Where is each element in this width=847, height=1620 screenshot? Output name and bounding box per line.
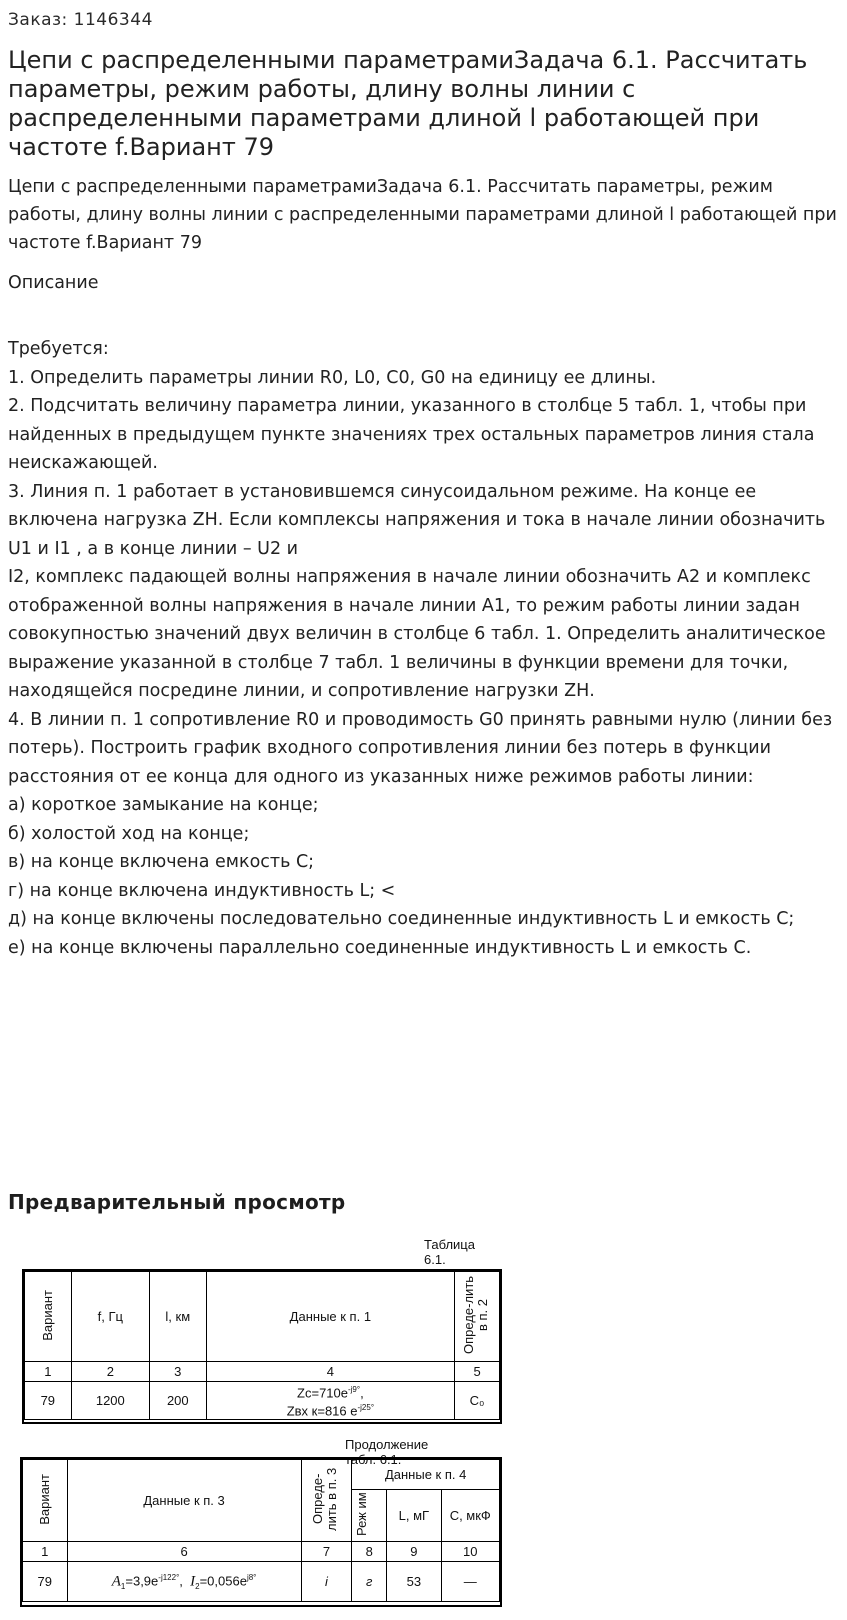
table1-variant: 79 xyxy=(25,1382,72,1420)
table2-colnum: 6 xyxy=(67,1542,301,1562)
body-line: 4. В линии п. 1 сопротивление R0 и проводимость G0 принять равными нулю (линии без потерь). Построить график входного сопротивления линии без потерь в функции расстояния от ее конца для одного из указанных ниже режимов работы линии: xyxy=(8,709,833,787)
table2-L: 53 xyxy=(387,1562,441,1602)
table2-i-exp: j8° xyxy=(246,1572,257,1582)
table2-colnum: 9 xyxy=(387,1542,441,1562)
table2-C: — xyxy=(441,1562,499,1602)
table2-data: $A_1=3,9e^{-j122^\circ}$, $I_2=0,056e^{j8^\circ}$ xyxy=(67,1562,301,1602)
table1-zvx: Zвх к=816 e xyxy=(286,1403,358,1419)
table1-header-variant: Вариант xyxy=(39,1289,55,1341)
table2-mode-value: г xyxy=(366,1574,373,1589)
page-subtitle: Цепи с распределенными параметрамиЗадача 6.1. Рассчитать параметры, режим работы, длину волны линии с распределенными параметрами длиной l работающей при частоте f.Вариант 79 xyxy=(8,177,837,253)
body-line: в) на конце включена емкость С; xyxy=(8,852,315,872)
body-line: Требуется: xyxy=(8,339,109,359)
table1-colnum: 2 xyxy=(71,1362,149,1382)
table1-zc: Zc=710e xyxy=(297,1385,348,1401)
body-line: г) на конце включена индуктивность L; < xyxy=(8,880,396,901)
body-line: 2. Подсчитать величину параметра линии, указанного в столбце 5 табл. 1, чтобы при найденных в предыдущем пункте значениях трех остальных параметров линия стала неискажающей. xyxy=(8,396,815,473)
table2-caption: Продолжение табл. 6.1. xyxy=(345,1437,429,1467)
body-line: а) короткое замыкание на конце; xyxy=(8,795,319,815)
body-line: б) холостой ход на конце; xyxy=(8,823,250,844)
table1-header-determine: Опреде-лить в п. 2 xyxy=(461,1275,491,1355)
table1-colnum: 5 xyxy=(455,1362,500,1382)
table2-colnum: 7 xyxy=(301,1542,352,1562)
table2-determine-value: i xyxy=(325,1574,328,1589)
table2-header-data: Данные к п. 3 xyxy=(67,1460,301,1542)
body-line: е) на конце включены параллельно соединенные индуктивность L и емкость С. xyxy=(8,937,752,958)
table1-l: 200 xyxy=(150,1382,207,1420)
body-line: 3. Линия п. 1 работает в установившемся синусоидальном режиме. На конце ее включена нагрузка ZН. Если комплексы напряжения и тока в начале линии обозначить U1 и I1 , а в конце линии – U2 и xyxy=(8,481,826,559)
table2-i-symbol: I xyxy=(190,1572,196,1589)
table2-header-C: С, мкФ xyxy=(441,1490,499,1542)
table1-colnum: 4 xyxy=(206,1362,455,1382)
table1-header-f: f, Гц xyxy=(71,1272,149,1362)
table2-header-data4: Данные к п. 4 xyxy=(352,1460,500,1490)
description-body xyxy=(8,335,843,962)
body-line: 1. Определить параметры линии R0, L0, C0, G0 на единицу ее длины. xyxy=(8,367,657,388)
table1 xyxy=(24,1271,500,1420)
table1-zvx-exp: -j25° xyxy=(357,1403,375,1413)
table2-header-mode: Реж им xyxy=(354,1492,370,1536)
table2-colnum: 1 xyxy=(23,1542,68,1562)
table1-colnum: 1 xyxy=(25,1362,72,1382)
table1-determine: C₀ xyxy=(455,1382,500,1420)
body-line: д) на конце включены последовательно соединенные индуктивность L и емкость С; xyxy=(8,909,795,929)
table2-header-determine: Опреде-лить в п. 3 xyxy=(310,1467,340,1531)
table2-variant: 79 xyxy=(23,1562,68,1602)
table2 xyxy=(22,1459,500,1602)
body-line: I2, комплекс падающей волны напряжения в начале линии обозначить А2 и комплекс отображенной волны напряжения в начале линии А1, то режим работы линии задан совокупностью значений двух величин в столбце 6 табл. 1. Определить аналитическое выражение указанной в столбце 7 табл. 1 величины в функции времени для точки, находящейся посредине линии, и сопротивление нагрузки ZН. xyxy=(8,567,826,701)
preview-heading: Предварительный просмотр xyxy=(8,1190,346,1214)
table2-a-exp: -j122° xyxy=(158,1572,180,1582)
page-title: Цепи с распределенными параметрамиЗадача 6.1. Рассчитать параметры, режим работы, длину волны линии с распределенными параметрами длиной l работающей при частоте f.Вариант 79 xyxy=(8,46,808,161)
table2-a-val: =3,9e xyxy=(125,1572,159,1588)
table2-header-variant: Вариант xyxy=(36,1473,52,1525)
table1-header-data: Данные к п. 1 xyxy=(206,1272,455,1362)
table1-header-l: l, км xyxy=(150,1272,207,1362)
table1-zc-exp: -j9° xyxy=(347,1385,361,1394)
table2-i-sub: 2 xyxy=(195,1581,200,1591)
table1-caption: Таблица 6.1. xyxy=(424,1237,475,1267)
table2-header-L: L, мГ xyxy=(387,1490,441,1542)
table2-a-symbol: A xyxy=(111,1572,121,1589)
table2-a-sub: 1 xyxy=(120,1581,126,1591)
table2-determine xyxy=(301,1562,352,1602)
table2-i-val: =0,056e xyxy=(199,1572,247,1588)
table2-colnum: 10 xyxy=(441,1542,499,1562)
table2-mode xyxy=(352,1562,387,1602)
table1-colnum: 3 xyxy=(150,1362,207,1382)
table2-colnum: 8 xyxy=(352,1542,387,1562)
table1-data: $Zc=710e^{-j9^\circ}$, Zвх к=816 $e^{-j25^\circ}$ xyxy=(206,1382,455,1420)
order-number: Заказ: 1146344 xyxy=(8,10,153,30)
description-label: Описание xyxy=(8,273,99,293)
table1-f: 1200 xyxy=(71,1382,149,1420)
